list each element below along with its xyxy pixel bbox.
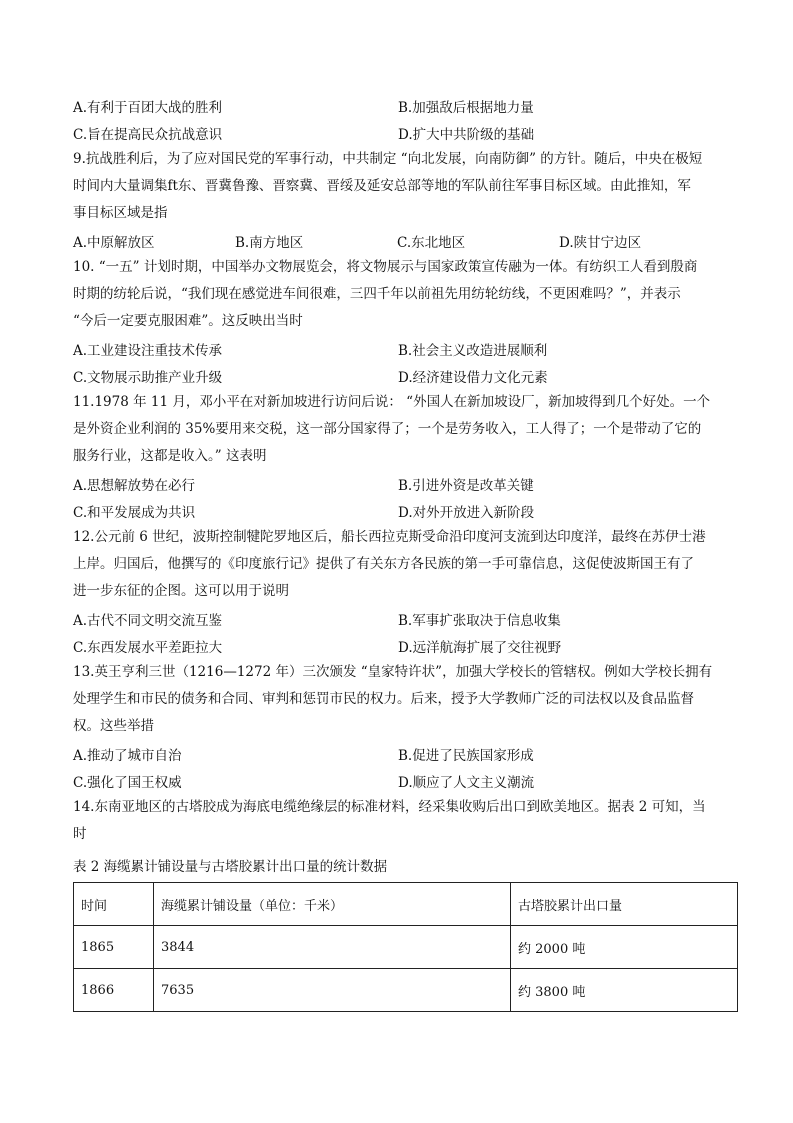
stem-line: 时间内大量调集ft东、晋冀鲁豫、晋察冀、晋绥及延安总部等地的军队前往军事目标区域。由此推知，军 [73, 178, 691, 194]
question-12-stem [73, 524, 738, 605]
q12-option-b[interactable]: B.军事扩张取决于信息收集 [398, 612, 561, 629]
q9-option-d[interactable]: D.陕甘宁边区 [559, 234, 642, 251]
table-header-cell: 海缆累计铺设量（单位：千米） [154, 883, 511, 926]
q10-options-row-1 [73, 335, 738, 362]
table-header-row [74, 883, 738, 926]
q10-options-row-2 [73, 362, 738, 389]
question-13-stem [73, 659, 738, 740]
q10-option-c[interactable]: C.文物展示助推产业升级 [73, 369, 223, 386]
q8-options-row-2 [73, 119, 738, 146]
q11-option-c[interactable]: C.和平发展成为共识 [73, 504, 196, 521]
q9-option-c[interactable]: C.东北地区 [397, 234, 466, 251]
q12-option-c[interactable]: C.东西发展水平差距拉大 [73, 639, 223, 656]
stem-line: 进一步东征的企图。这可以用于说明 [73, 583, 289, 599]
stem-line: 权。这些举措 [73, 718, 154, 734]
q8-options-row-1 [73, 92, 738, 119]
table-row [74, 969, 738, 1012]
q11-options-row-2 [73, 497, 738, 524]
question-9-stem [73, 146, 738, 227]
stem-line: 是外资企业利润的 35%要用来交税，这一部分国家得了；一个是劳务收入，工人得了；一个是带动了它的 [73, 421, 702, 437]
table-cell: 1866 [74, 969, 154, 1012]
q10-option-d[interactable]: D.经济建设借力文化元素 [398, 369, 548, 386]
q12-options-row-1 [73, 605, 738, 632]
q12-options-row-2 [73, 632, 738, 659]
question-11-stem [73, 389, 738, 470]
exam-page [73, 92, 738, 1012]
q13-options-row-2 [73, 767, 738, 794]
question-14-stem [73, 794, 738, 848]
question-10-stem [73, 254, 738, 335]
stem-line: 12.公元前 6 世纪，波斯控制犍陀罗地区后，船长西拉克斯受命沿印度河支流到达印度洋，最终在苏伊士港 [73, 529, 706, 545]
q13-option-d[interactable]: D.顺应了人文主义潮流 [398, 774, 535, 791]
stem-line: 13.英王亨利三世（1216—1272 年）三次颁发 “皇家特许状”，加强大学校长的管辖权。例如大学校长拥有 [73, 664, 713, 680]
q9-options-row [73, 227, 738, 254]
stem-line: 服务行业，这都是收入。” 这表明 [73, 448, 267, 464]
table-cell: 约 3800 吨 [511, 969, 738, 1012]
table-cell: 1865 [74, 926, 154, 969]
stem-line: 11.1978 年 11 月，邓小平在对新加坡进行访问后说： “外国人在新加坡设厂，新加坡得到几个好处。一个 [73, 394, 711, 410]
q8-option-c[interactable]: C.旨在提高民众抗战意识 [73, 126, 223, 143]
q8-option-b[interactable]: B.加强敌后根据地力量 [398, 99, 534, 116]
q10-option-b[interactable]: B.社会主义改造进展顺利 [398, 342, 548, 359]
q13-option-c[interactable]: C.强化了国王权威 [73, 774, 182, 791]
stem-line: 上岸。归国后，他撰写的《印度旅行记》提供了有关东方各民族的第一手可靠信息，这促使波斯国王有了 [73, 556, 694, 572]
q9-option-a[interactable]: A.中原解放区 [73, 234, 155, 251]
q13-option-b[interactable]: B.促进了民族国家形成 [398, 747, 534, 764]
stem-line: 10. “一五” 计划时期，中国举办文物展览会，将文物展示与国家政策宣传融为一体。有纺织工人看到殷商 [73, 259, 698, 275]
table-header-cell: 时间 [74, 883, 154, 926]
table-cell: 约 2000 吨 [511, 926, 738, 969]
table-cell: 3844 [154, 926, 511, 969]
q11-options-row-1 [73, 470, 738, 497]
stem-line: 时期的纺轮后说，“我们现在感觉进车间很难，三四千年以前祖先用纺轮纺线，不更困难吗？”，并表示 [73, 286, 681, 302]
table-header-cell: 古塔胶累计出口量 [511, 883, 738, 926]
q11-option-d[interactable]: D.对外开放进入新阶段 [398, 504, 535, 521]
data-table [73, 882, 738, 1012]
q8-option-d[interactable]: D.扩大中共阶级的基础 [398, 126, 535, 143]
stem-line: “今后一定要克服困难”。这反映出当时 [73, 313, 303, 329]
stem-line: 事目标区域是指 [73, 205, 168, 221]
q12-option-a[interactable]: A.古代不同文明交流互鉴 [73, 612, 223, 629]
q10-option-a[interactable]: A.工业建设注重技术传承 [73, 342, 223, 359]
q13-option-a[interactable]: A.推动了城市自治 [73, 747, 182, 764]
q13-options-row-1 [73, 740, 738, 767]
stem-line: 14.东南亚地区的古塔胶成为海底电缆绝缘层的标准材料，经采集收购后出口到欧美地区。据表 2 可知，当 [73, 799, 706, 815]
stem-line: 处理学生和市民的债务和合同、审判和惩罚市民的权力。后来，授予大学教师广泛的司法权以及食品监督 [73, 691, 694, 707]
q11-option-b[interactable]: B.引进外资是改革关键 [398, 477, 534, 494]
stem-line: 9.抗战胜利后，为了应对国民党的军事行动，中共制定 “向北发展，向南防御” 的方针。随后，中央在极短 [73, 151, 703, 167]
q9-option-b[interactable]: B.南方地区 [235, 234, 304, 251]
table-caption: 表 2 海缆累计铺设量与古塔胶累计出口量的统计数据 [73, 859, 388, 875]
q12-option-d[interactable]: D.远洋航海扩展了交往视野 [398, 639, 562, 656]
q8-option-a[interactable]: A.有利于百团大战的胜利 [73, 99, 223, 116]
table-row [74, 926, 738, 969]
q11-option-a[interactable]: A.思想解放势在必行 [73, 477, 196, 494]
table-cell: 7635 [154, 969, 511, 1012]
stem-line: 时 [73, 826, 87, 842]
